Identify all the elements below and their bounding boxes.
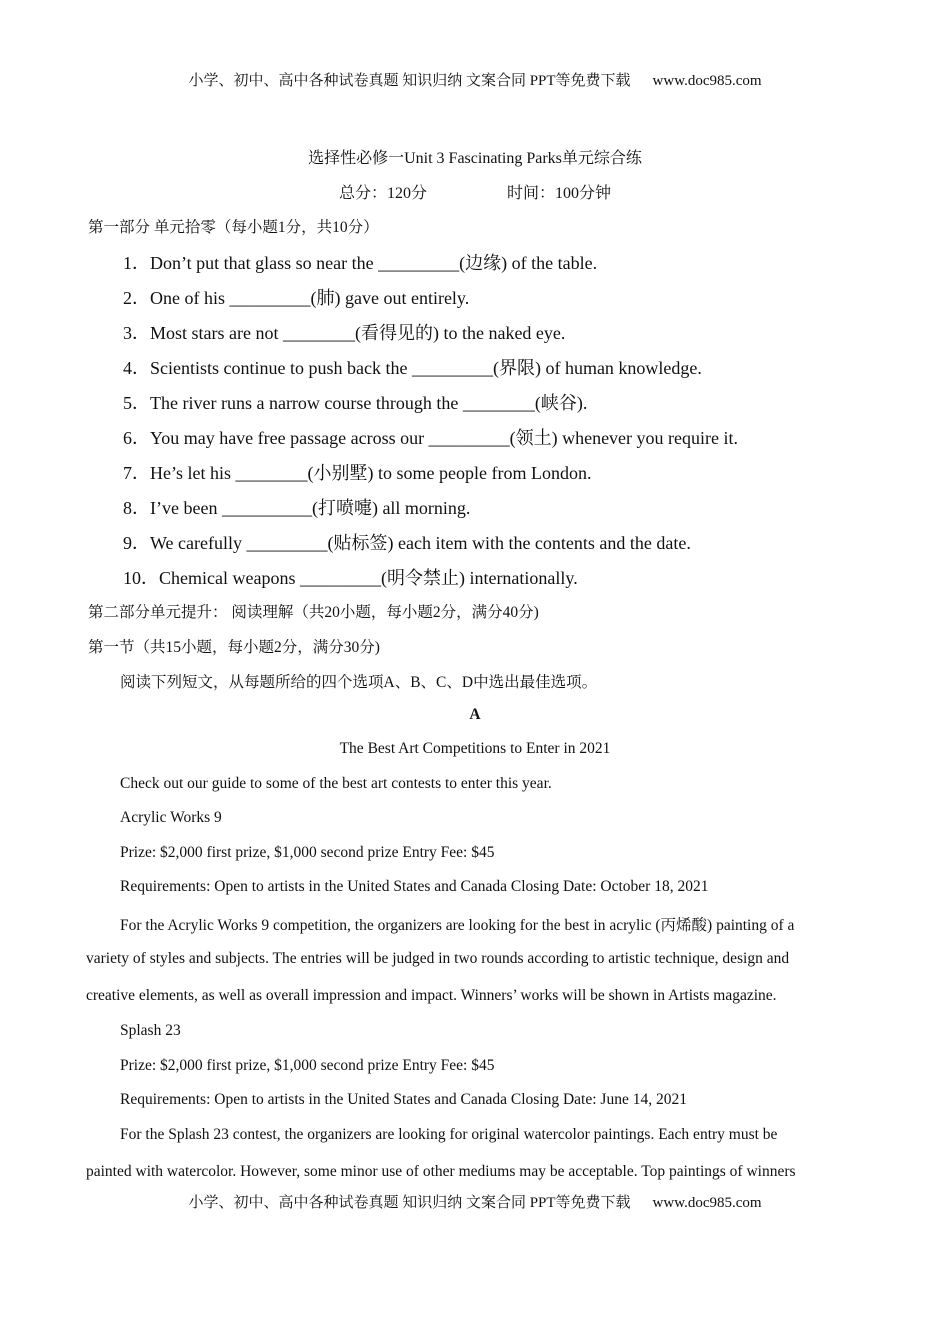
question-number: 8． [123, 498, 150, 518]
question-text: He’s let his ________(小别墅) to some people from London. [150, 463, 592, 483]
reading-instruction: 阅读下列短文，从每题所给的四个选项A、B、C、D中选出最佳选项。 [120, 674, 598, 691]
question-1 [123, 249, 597, 275]
question-text: You may have free passage across our _________(领土) whenever you require it. [150, 428, 739, 448]
question-number: 9． [123, 533, 150, 553]
competition-2-description-line: painted with watercolor. However, some minor use of other mediums may be acceptable. Top paintings of winners [86, 1163, 796, 1180]
footer-url: www.doc985.com [652, 1195, 762, 1211]
passage-letter: A [469, 706, 481, 723]
competition-1-description-line: variety of styles and subjects. The entries will be judged in two rounds according to artistic technique, design and [86, 950, 790, 967]
competition-1-name: Acrylic Works 9 [120, 809, 222, 826]
question-text: One of his _________(肺) gave out entirely. [150, 288, 470, 308]
question-number: 3． [123, 323, 150, 343]
competition-1-prize: Prize: $2,000 first prize, $1,000 second prize Entry Fee: $45 [120, 844, 495, 861]
question-number: 1． [123, 253, 150, 273]
header-text: 小学、初中、高中各种试卷真题 知识归纳 文案合同 PPT等免费下载 [188, 73, 631, 89]
question-9 [123, 529, 691, 555]
question-10 [123, 564, 578, 590]
question-text: We carefully _________(贴标签) each item with the contents and the date. [150, 533, 691, 553]
passage-intro: Check out our guide to some of the best art contests to enter this year. [120, 775, 552, 792]
total-score: 总分：120分 [338, 185, 427, 202]
footer-text: 小学、初中、高中各种试卷真题 知识归纳 文案合同 PPT等免费下载 [188, 1195, 631, 1211]
part2-heading: 第二部分单元提升： 阅读理解（共20小题，每小题2分，满分40分) [88, 604, 539, 621]
time-limit: 时间：100分钟 [507, 185, 612, 202]
competition-1-description-line: For the Acrylic Works 9 competition, the organizers are looking for the best in acrylic (丙烯酸) painting of a [120, 917, 795, 934]
question-4 [123, 354, 702, 380]
question-number: 10． [123, 568, 159, 588]
question-text: I’ve been __________(打喷嚏) all morning. [150, 498, 471, 518]
competition-1-description-line: creative elements, as well as overall impression and impact. Winners’ works will be shown in Artists magazine. [86, 987, 777, 1004]
competition-2-name: Splash 23 [120, 1022, 181, 1039]
question-text: Scientists continue to push back the _________(界限) of human knowledge. [150, 358, 702, 378]
question-number: 2． [123, 288, 150, 308]
competition-2-description-line: For the Splash 23 contest, the organizers are looking for original watercolor paintings. Each entry must be [120, 1126, 778, 1143]
page-header [0, 69, 950, 90]
question-2 [123, 284, 469, 310]
competition-2-requirements: Requirements: Open to artists in the United States and Canada Closing Date: June 14, 2021 [120, 1091, 687, 1108]
section1-heading: 第一节（共15小题，每小题2分，满分30分) [88, 639, 380, 656]
question-5 [123, 389, 587, 415]
question-6 [123, 424, 738, 450]
part1-heading: 第一部分 单元拾零（每小题1分，共10分） [88, 219, 379, 236]
question-text: The river runs a narrow course through the ________(峡谷). [150, 393, 588, 413]
score-line [0, 180, 950, 203]
page-footer [0, 1191, 950, 1212]
question-7 [123, 459, 591, 485]
question-text: Most stars are not ________(看得见的) to the naked eye. [150, 323, 566, 343]
question-text: Chemical weapons _________(明令禁止) internationally. [159, 568, 578, 588]
passage-title: The Best Art Competitions to Enter in 2021 [339, 740, 611, 757]
question-number: 7． [123, 463, 150, 483]
question-8 [123, 494, 470, 520]
competition-2-prize: Prize: $2,000 first prize, $1,000 second prize Entry Fee: $45 [120, 1057, 495, 1074]
question-text: Don’t put that glass so near the _________(边缘) of the table. [150, 253, 598, 273]
page-title: 选择性必修一Unit 3 Fascinating Parks单元综合练 [308, 150, 642, 167]
question-3 [123, 319, 565, 345]
competition-1-requirements: Requirements: Open to artists in the United States and Canada Closing Date: October 18, 2021 [120, 878, 709, 895]
question-number: 6． [123, 428, 150, 448]
question-number: 5． [123, 393, 150, 413]
question-number: 4． [123, 358, 150, 378]
header-url: www.doc985.com [652, 73, 762, 89]
